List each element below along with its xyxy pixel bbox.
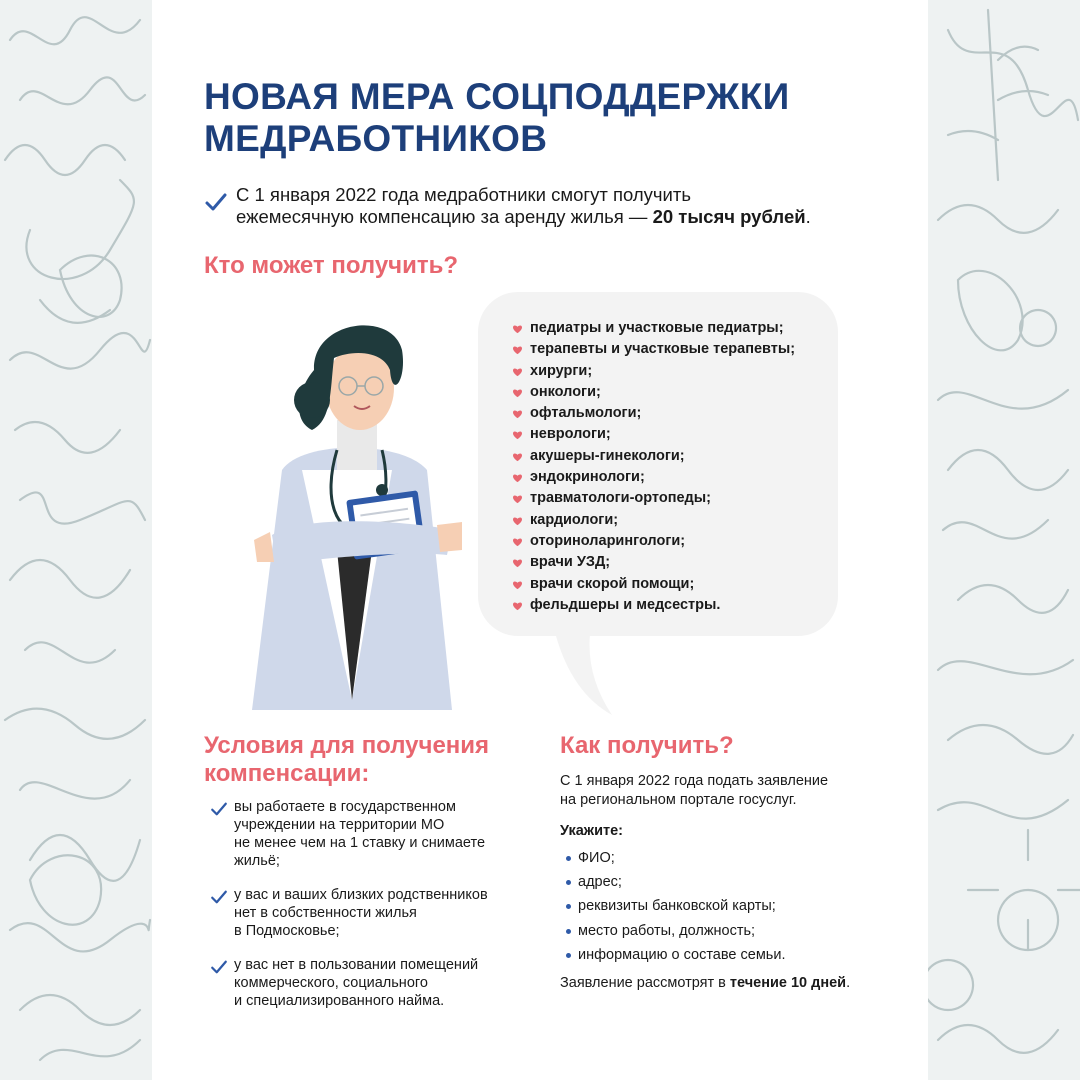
title-line-2: МЕДРАБОТНИКОВ	[204, 118, 548, 159]
who-list-item	[512, 361, 795, 382]
who-list-item	[512, 531, 795, 552]
heart-icon	[512, 537, 523, 547]
review-note-suffix: .	[846, 975, 851, 991]
specify-list-item: адрес;	[566, 870, 785, 894]
heart-icon	[512, 430, 523, 440]
who-list-item-label: акушеры-гинекологи;	[530, 447, 685, 464]
check-icon	[204, 190, 228, 214]
who-list-item-label: оториноларингологи;	[530, 532, 686, 549]
conditions-heading	[204, 732, 489, 788]
check-icon	[210, 958, 228, 976]
heart-icon	[512, 388, 523, 398]
condition-line: в Подмосковье;	[234, 923, 340, 939]
who-list-item	[512, 467, 795, 488]
heart-icon	[512, 473, 523, 483]
heart-icon	[512, 601, 523, 611]
who-list-item	[512, 318, 795, 339]
who-list-item	[512, 510, 795, 531]
who-list-item	[512, 595, 795, 616]
who-list	[512, 318, 795, 616]
heart-icon	[512, 558, 523, 568]
who-list-item	[512, 382, 795, 403]
who-list-item-label: травматологи-ортопеды;	[530, 490, 711, 507]
who-list-item-label: хирурги;	[530, 362, 593, 379]
who-list-item-label: терапевты и участковые терапевты;	[530, 341, 796, 358]
specify-list-item: реквизиты банковской карты;	[566, 894, 785, 918]
who-list-item	[512, 339, 795, 360]
condition-line: коммерческого, социального	[234, 975, 428, 991]
condition-line: жильё;	[234, 853, 280, 869]
who-list-item-label: онкологи;	[530, 383, 601, 400]
condition-line: у вас и ваших близких родственников	[234, 887, 488, 903]
who-list-item-label: кардиологи;	[530, 511, 619, 528]
condition-line: нет в собственности жилья	[234, 905, 417, 921]
heart-icon	[512, 494, 523, 504]
condition-line: учреждении на территории МО	[234, 817, 445, 833]
conditions-heading-line-2: компенсации:	[204, 760, 370, 787]
intro-text	[236, 184, 896, 228]
who-list-item-label: педиатры и участковые педиатры;	[530, 320, 784, 336]
condition-line: не менее чем на 1 ставку и снимаете	[234, 835, 486, 851]
intro-line-2-suffix: .	[805, 206, 811, 227]
who-list-item-label: врачи УЗД;	[530, 554, 611, 571]
heart-icon	[512, 324, 523, 334]
who-list-item-label: эндокринологи;	[530, 469, 645, 486]
who-heading: Кто может получить?	[204, 252, 459, 279]
heart-icon	[512, 367, 523, 377]
heart-icon	[512, 580, 523, 590]
who-list-item	[512, 446, 795, 467]
who-list-item	[512, 488, 795, 509]
right-decorative-pattern	[928, 0, 1080, 1080]
who-list-item-label: офтальмологи;	[530, 405, 642, 422]
review-note-prefix: Заявление рассмотрят в	[560, 975, 730, 991]
how-text-line-2: на региональном портале госуслуг.	[560, 792, 797, 808]
infographic-card	[152, 0, 928, 1080]
condition-line: вы работаете в государственном	[234, 799, 456, 815]
specify-list-item: ФИО;	[566, 846, 785, 870]
review-period: течение 10 дней	[729, 975, 847, 991]
who-list-item	[512, 552, 795, 573]
who-list-item-label: врачи скорой помощи;	[530, 575, 695, 592]
intro-line-1: С 1 января 2022 года медработники смогут получить	[236, 184, 691, 205]
condition-item	[210, 798, 550, 870]
how-text-line-1: С 1 января 2022 года подать заявление	[560, 773, 829, 789]
who-list-item-label: неврологи;	[530, 426, 611, 443]
how-text	[560, 772, 890, 810]
check-icon	[210, 800, 228, 818]
who-list-item-label: фельдшеры и медсестры.	[530, 596, 721, 613]
condition-item	[210, 956, 550, 1010]
heart-icon	[512, 452, 523, 462]
intro-line-2-prefix: ежемесячную компенсацию за аренду жилья —	[236, 206, 653, 227]
check-icon	[210, 888, 228, 906]
specify-list	[566, 846, 785, 967]
heart-icon	[512, 516, 523, 526]
heart-icon	[512, 409, 523, 419]
heart-icon	[512, 345, 523, 355]
who-list-item	[512, 574, 795, 595]
specify-list-item: место работы, должность;	[566, 919, 785, 943]
title-line-1: НОВАЯ МЕРА СОЦПОДДЕРЖКИ	[204, 76, 790, 117]
intro-line-2	[236, 206, 896, 228]
condition-item	[210, 886, 550, 940]
condition-line: и специализированного найма.	[234, 993, 445, 1009]
intro-amount: 20 тысяч рублей	[652, 206, 806, 227]
review-note	[560, 975, 900, 991]
who-list-item	[512, 424, 795, 445]
doctor-illustration	[242, 300, 462, 720]
left-decorative-pattern	[0, 0, 152, 1080]
specify-list-item: информацию о составе семьи.	[566, 943, 785, 967]
conditions-list	[210, 798, 550, 1026]
who-list-item	[512, 403, 795, 424]
conditions-heading-line-1: Условия для получения	[204, 732, 490, 759]
condition-line: у вас нет в пользовании помещений	[234, 957, 479, 973]
page-title	[204, 76, 854, 160]
specify-label: Укажите:	[560, 823, 623, 839]
how-heading: Как получить?	[560, 732, 734, 759]
